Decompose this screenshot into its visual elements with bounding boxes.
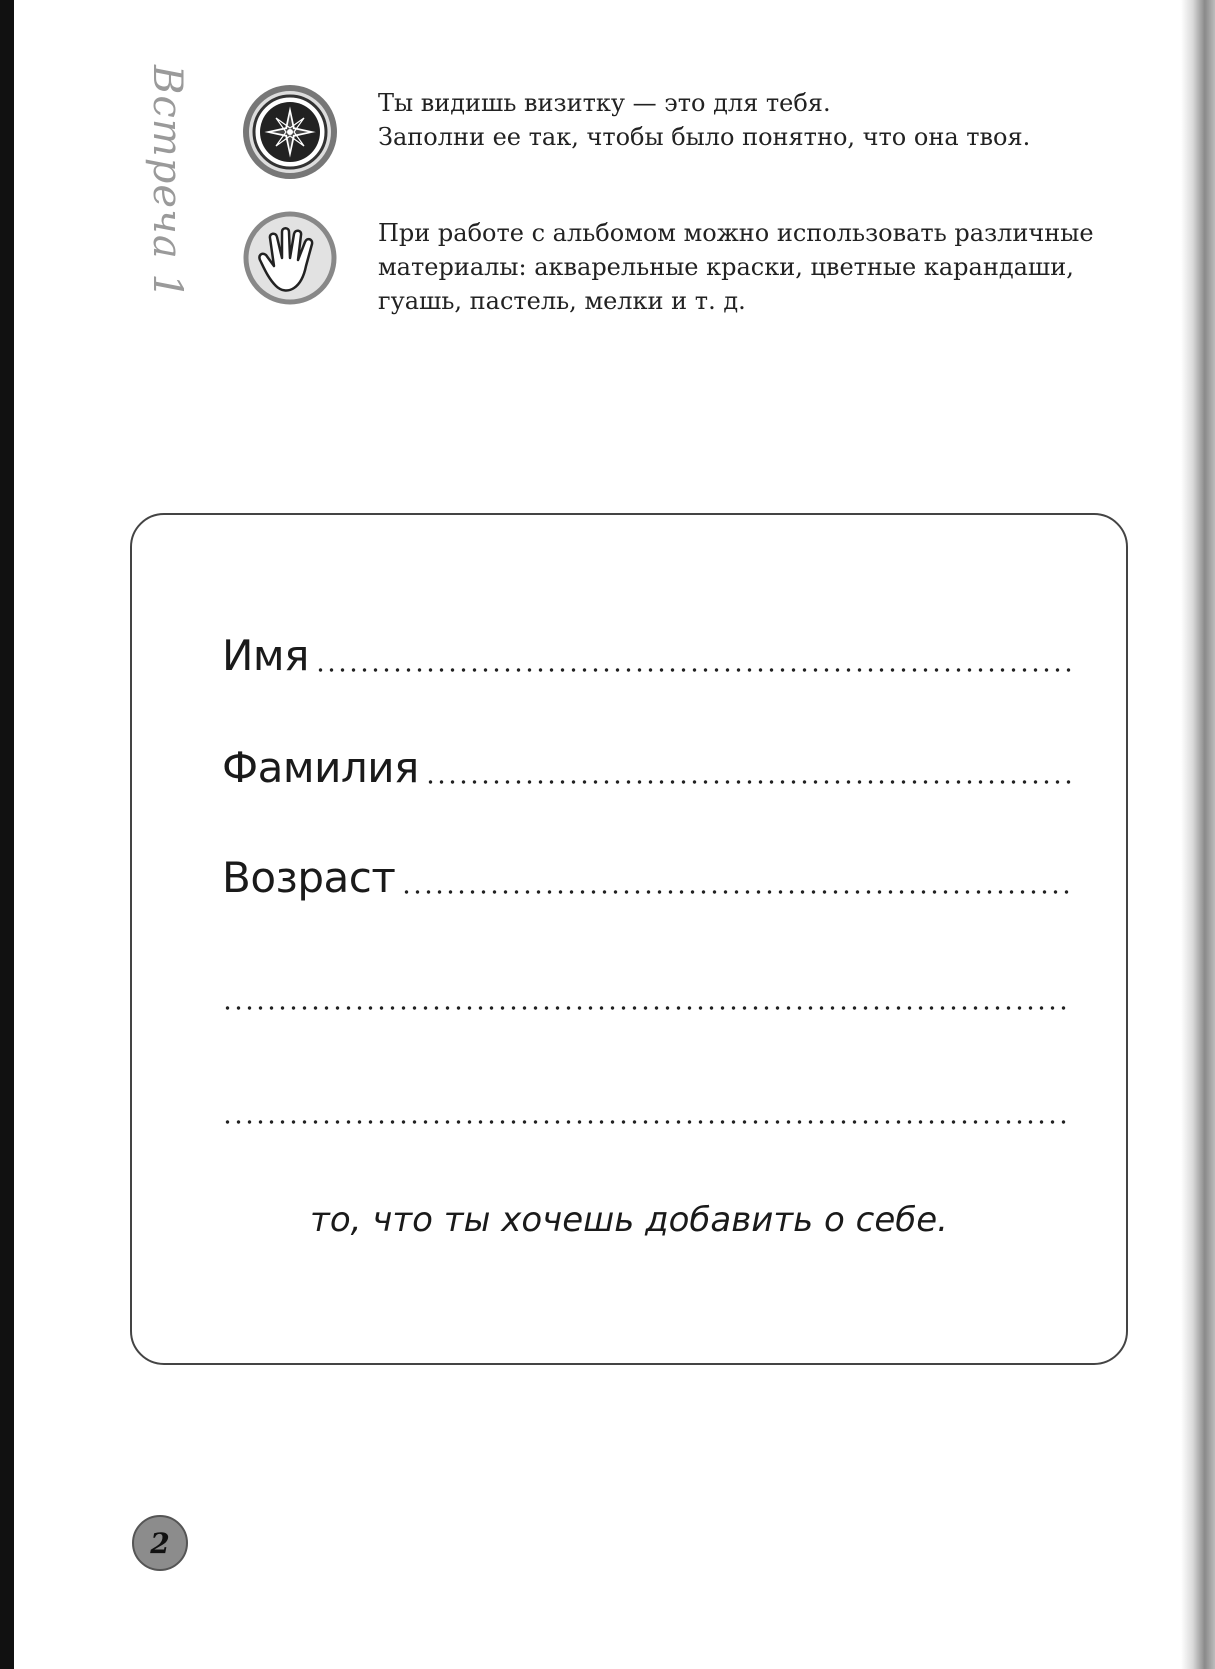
name-dotted-line[interactable] (315, 668, 1072, 672)
instruction-line: Ты видишь визитку — это для тебя. (378, 89, 831, 117)
page-number-badge: 2 (132, 1515, 188, 1571)
card-caption: то, что ты хочешь добавить о себе. (310, 1200, 948, 1240)
extra-dotted-line-2[interactable] (222, 1120, 1072, 1124)
age-field[interactable] (222, 842, 1072, 902)
extra-dotted-line-1[interactable] (222, 1006, 1072, 1010)
instruction-text-2 (378, 216, 1094, 318)
side-title: Встреча 1 (144, 65, 190, 300)
age-dotted-line[interactable] (401, 890, 1072, 894)
hand-icon (240, 208, 340, 308)
name-label: Имя (222, 631, 309, 680)
instruction-line: гуашь, пастель, мелки и т. д. (378, 287, 746, 315)
extra-field-2[interactable] (222, 1072, 1072, 1132)
extra-field-1[interactable] (222, 958, 1072, 1018)
instruction-text-1 (378, 86, 1030, 154)
instruction-line: При работе с альбомом можно использовать различные (378, 219, 1094, 247)
compass-rose-icon (240, 82, 340, 182)
page-right-edge (1181, 0, 1215, 1669)
surname-label: Фамилия (222, 743, 419, 792)
surname-dotted-line[interactable] (425, 780, 1072, 784)
page-left-edge (0, 0, 14, 1669)
age-label: Возраст (222, 853, 396, 902)
instruction-line: материалы: акварельные краски, цветные карандаши, (378, 253, 1074, 281)
name-field[interactable] (222, 620, 1072, 680)
instruction-line: Заполни ее так, чтобы было понятно, что она твоя. (378, 123, 1031, 151)
surname-field[interactable] (222, 732, 1072, 792)
